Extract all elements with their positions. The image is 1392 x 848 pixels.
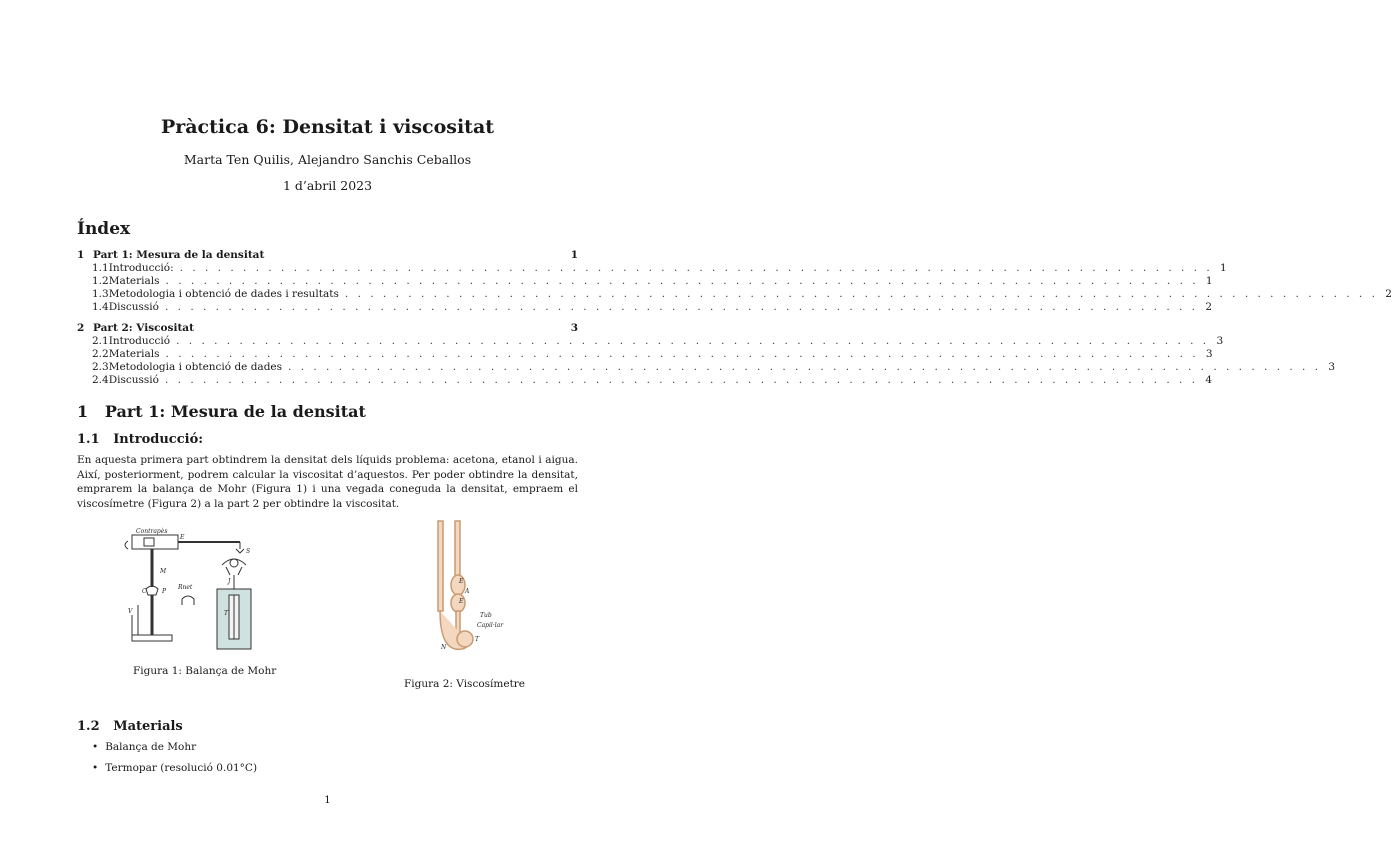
fig2-label-capilar: Capil·lar xyxy=(477,622,504,629)
fig1-label-s: S xyxy=(246,548,251,555)
fig1-label-v: V xyxy=(128,608,133,615)
fig1-label-rnet: Rnet xyxy=(178,584,193,591)
toc-entry[interactable]: 1.2 Materials . . . . . . . . . . . . . . . . . . . . . . . . . . . . . . . . . . . . . . . . . . . . . . . . . . . . . . . . . . . . . . . . . . . . . . . . . . . . . . . . . . 1 xyxy=(92,275,1213,287)
fig1-label-p: P xyxy=(162,588,167,595)
toc-entry[interactable]: 1.3 Metodologia i obtenció de dades i resultats . . . . . . . . . . . . . . . . . . . . . . . . . . . . . . . . . . . . . . . . . . . . . . . . . . . . . . . . . . . . . . . . . . . . . . . . . . . . . . . . . . 2 xyxy=(92,288,1392,300)
fig2-label-n: N xyxy=(441,644,447,651)
subsection-heading: 1.1 Introducció: xyxy=(77,432,204,447)
fig2-label-e1: E xyxy=(459,578,464,585)
toc-entry[interactable]: 2.3 Metodologia i obtenció de dades . . . . . . . . . . . . . . . . . . . . . . . . . . . . . . . . . . . . . . . . . . . . . . . . . . . . . . . . . . . . . . . . . . . . . . . . . . . . . . . . . . 3 xyxy=(92,361,1336,373)
section-heading: 1 Part 1: Mesura de la densitat xyxy=(77,402,366,421)
list-item: • Termopar (resolució 0.01°C) xyxy=(92,762,257,774)
fig1-label-t: T xyxy=(224,610,229,617)
fig1-label-m: M xyxy=(160,568,167,575)
intro-paragraph: En aquesta primera part obtindrem la densitat dels líquids problema: acetona, etanol i aigua. Així, posteriorment, podrem calcular la viscositat d’aquestos. Per poder obtindre la densitat, emprarem la balança de Mohr (Figura 1) i una vegada coneguda la densitat, empraem el viscosímetre (Figura 2) a la part 2 per obtindre la viscositat. xyxy=(77,454,578,510)
document-title: Pràctica 6: Densitat i viscositat xyxy=(160,116,495,138)
figure2-caption: Figura 2: Viscosímetre xyxy=(404,678,526,690)
authors: Marta Ten Quilis, Alejandro Sanchis Ceballos xyxy=(183,152,472,167)
fig1-label-c: C xyxy=(142,588,147,595)
toc-entry[interactable]: 1.1 Introducció: . . . . . . . . . . . . . . . . . . . . . . . . . . . . . . . . . . . . . . . . . . . . . . . . . . . . . . . . . . . . . . . . . . . . . . . . . . . . . . . . . . 1 xyxy=(92,262,1227,274)
toc-entry[interactable]: 2.4 Discussió . . . . . . . . . . . . . . . . . . . . . . . . . . . . . . . . . . . . . . . . . . . . . . . . . . . . . . . . . . . . . . . . . . . . . . . . . . . . . . . . . . 4 xyxy=(92,374,1213,386)
fig1-label-contrapes: Contrapès xyxy=(136,528,168,535)
fig2-label-e2: E xyxy=(459,598,464,605)
toc-entry[interactable]: 2 Part 2: Viscositat 3 xyxy=(77,322,578,334)
fig1-label-e: E xyxy=(180,534,185,541)
toc-entry[interactable]: 1 Part 1: Mesura de la densitat 1 xyxy=(77,249,578,261)
list-item: • Balança de Mohr xyxy=(92,741,196,753)
fig2-label-tub: Tub xyxy=(480,612,492,619)
subsection-heading: 1.2 Materials xyxy=(77,719,183,734)
mohr-balance-figure xyxy=(118,523,268,653)
viscometer-figure xyxy=(425,517,505,657)
fig2-label-a: A xyxy=(465,588,470,595)
toc-entry[interactable]: 2.2 Materials . . . . . . . . . . . . . . . . . . . . . . . . . . . . . . . . . . . . . . . . . . . . . . . . . . . . . . . . . . . . . . . . . . . . . . . . . . . . . . . . . . 3 xyxy=(92,348,1213,360)
page-number: 1 xyxy=(324,794,331,806)
toc-entry[interactable]: 2.1 Introducció . . . . . . . . . . . . . . . . . . . . . . . . . . . . . . . . . . . . . . . . . . . . . . . . . . . . . . . . . . . . . . . . . . . . . . . . . . . . . . . . . . 3 xyxy=(92,335,1224,347)
fig1-label-j: J xyxy=(228,578,231,585)
figure1-caption: Figura 1: Balança de Mohr xyxy=(133,665,277,677)
toc-entry[interactable]: 1.4 Discussió . . . . . . . . . . . . . . . . . . . . . . . . . . . . . . . . . . . . . . . . . . . . . . . . . . . . . . . . . . . . . . . . . . . . . . . . . . . . . . . . . . 2 xyxy=(92,301,1213,313)
date: 1 d’abril 2023 xyxy=(282,178,373,193)
index-heading: Índex xyxy=(77,219,131,239)
fig2-label-t: T xyxy=(475,636,480,643)
